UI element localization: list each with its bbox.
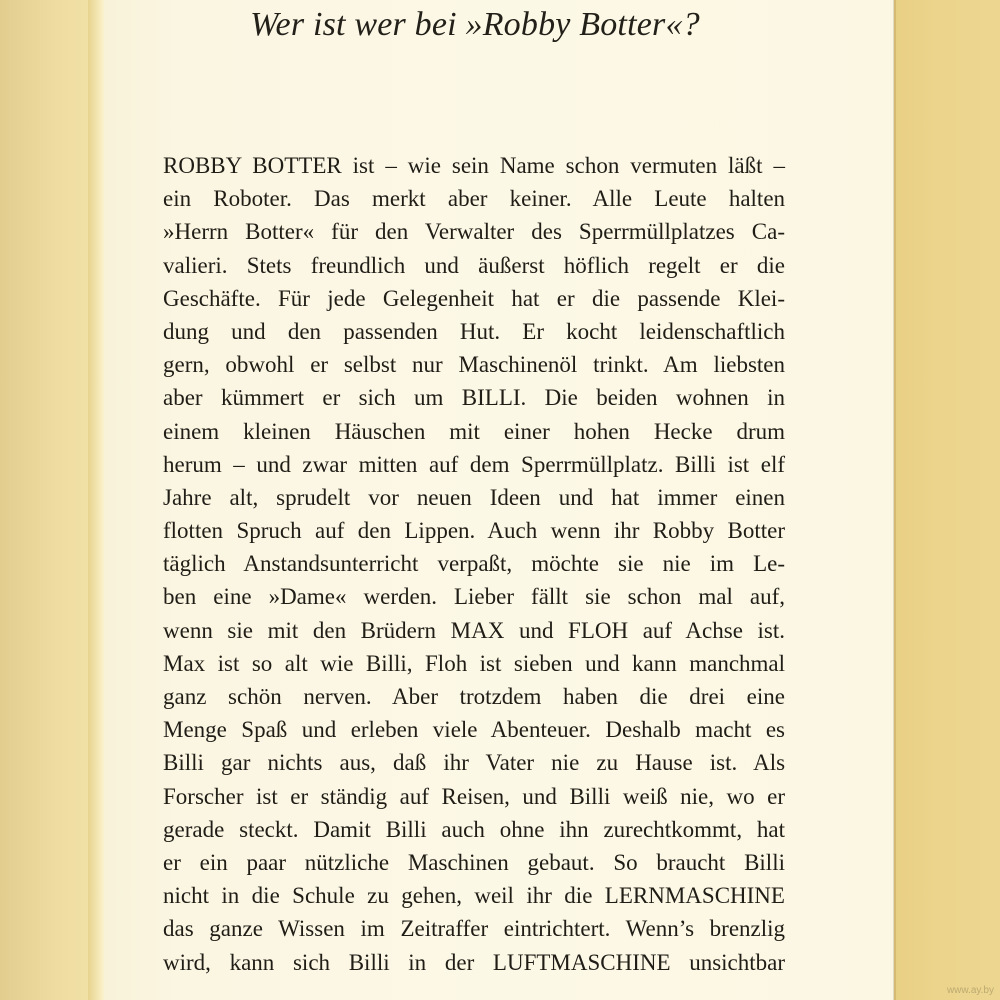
text-line: herum – und zwar mitten auf dem Sperrmüllplatz. Billi ist elf	[163, 451, 786, 477]
text-line: flotten Spruch auf den Lippen. Auch wenn ihr Robby Botter	[163, 518, 786, 544]
text-line: Forscher ist er ständig auf Reisen, und Billi weiß nie, wo er	[163, 783, 785, 809]
text-line: täglich Anstandsunterricht verpaßt, möchte sie nie im Le-	[163, 551, 786, 577]
text-line: wenn sie mit den Brüdern MAX und FLOH auf Achse ist.	[163, 617, 786, 643]
text-line: Menge Spaß und erleben viele Abenteuer. Deshalb macht es	[163, 717, 785, 743]
text-line: ein Roboter. Das merkt aber keiner. Alle Leute halten	[163, 186, 786, 212]
text-line: valieri. Stets freundlich und äußerst höflich regelt er die	[163, 252, 785, 278]
page-gutter	[88, 0, 104, 1000]
book-edge-right	[894, 0, 1000, 1000]
text-line: ganz schön nerven. Aber trotzdem haben die drei eine	[163, 684, 785, 709]
watermark: www.ay.by	[946, 985, 994, 996]
text-line: wird, kann sich Billi in der LUFTMASCHINE unsichtbar	[163, 949, 786, 975]
text-line: ben eine »Dame« werden. Lieber fällt sie schon mal auf,	[163, 584, 786, 610]
page-edge-shadow	[893, 0, 896, 1000]
book-edge-left	[0, 0, 96, 1000]
text-line: gern, obwohl er selbst nur Maschinenöl trinkt. Am liebsten	[163, 352, 786, 378]
text-line: Jahre alt, sprudelt vor neuen Ideen und hat immer einen	[163, 484, 786, 510]
text-line: Geschäfte. Für jede Gelegenheit hat er die passende Klei-	[163, 285, 785, 311]
text-line: »Herrn Botter« für den Verwalter des Sperrmüllplatzes Ca-	[163, 219, 785, 245]
text-line: das ganze Wissen im Zeitraffer eintrichtert. Wenn’s brenzlig	[163, 916, 786, 942]
text-line: gerade steckt. Damit Billi auch ohne ihn zurechtkommt, hat	[163, 816, 786, 842]
text-line: einem kleinen Häuschen mit einer hohen Hecke drum	[163, 418, 786, 444]
text-line: nicht in die Schule zu gehen, weil ihr die LERNMASCHINE	[163, 883, 785, 909]
body-text	[163, 149, 785, 979]
text-line: ROBBY BOTTER ist – wie sein Name schon vermuten läßt –	[163, 153, 785, 178]
text-line: Billi gar nichts aus, daß ihr Vater nie zu Hause ist. Als	[163, 750, 786, 776]
text-line: aber kümmert er sich um BILLI. Die beiden wohnen in	[163, 385, 785, 411]
text-line: Max ist so alt wie Billi, Floh ist sieben und kann manchmal	[163, 650, 786, 676]
page-title: Wer ist wer bei »Robby Botter«?	[250, 6, 700, 43]
text-line: er ein paar nützliche Maschinen gebaut. So braucht Billi	[163, 849, 785, 875]
text-line: dung und den passenden Hut. Er kocht leidenschaftlich	[163, 318, 786, 344]
